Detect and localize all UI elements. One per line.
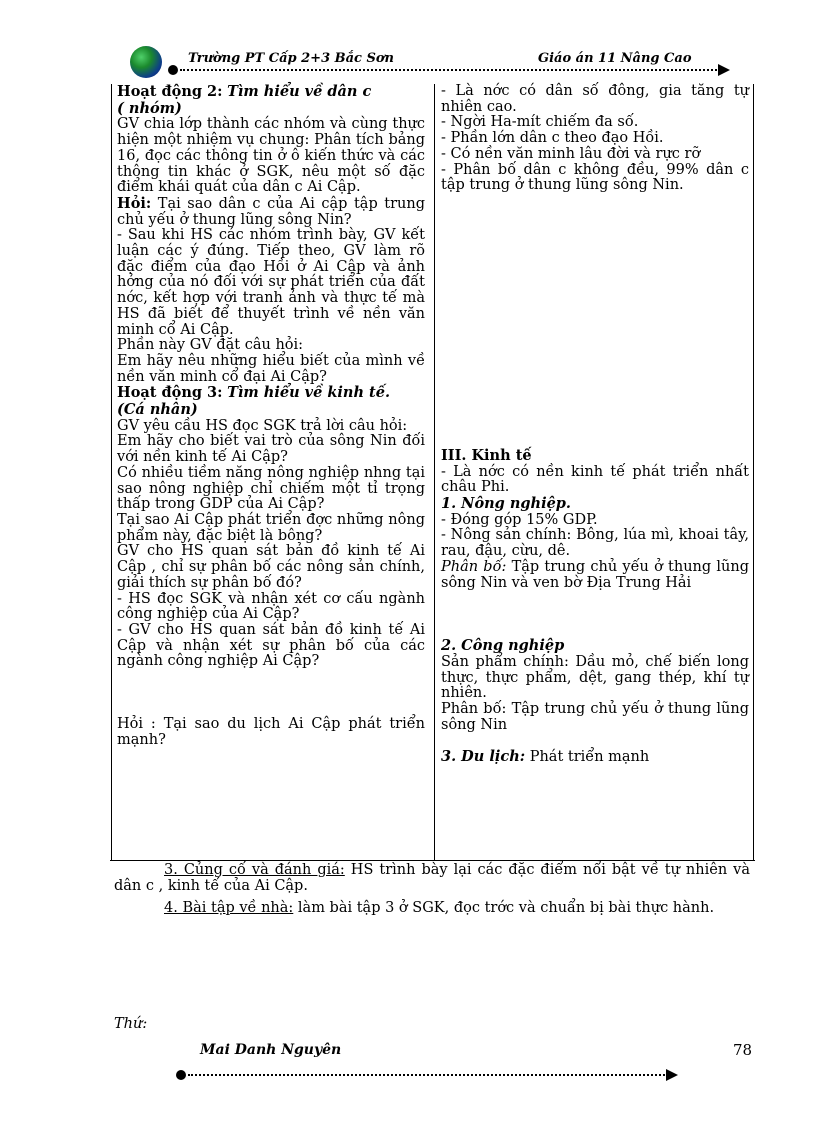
question-population: Hỏi: Tại sao dân c của Ai cập tập trung chủ yếu ở thung lũng sông Nin?	[117, 194, 425, 228]
teacher-conclusion: - Sau khi HS các nhóm trình bày, GV kết luận các ý đúng. Tiếp theo, GV làm rõ đặc điểm của đạo Hồi ở Ai Cập và ảnh hởng của nó đối với sự phát triển của đất nớc, kết hợp với tranh ảnh và thực tế mà HS đã biết để thuyết trình về nền văn minh cổ Ai Cập.	[117, 227, 425, 338]
economy-point-1: - Là nớc có nền kinh tế phát triển nhất châu Phi.	[441, 463, 749, 496]
lesson-plan-title: Giáo án 11 Nâng Cao	[538, 51, 692, 66]
question-nile-role: Em hãy cho biết vai trò của sông Nin đối với nền kinh tế Ai Cập?	[117, 433, 425, 466]
question-agriculture-gdp: Có nhiều tiềm năng nông nghiệp nhng tại sao nông nghiệp chỉ chiếm một tỉ trọng thấp trong GDP của Ai Cập?	[117, 464, 425, 513]
homework-paragraph: 4. Bài tập về nhà: làm bài tập 3 ở SGK, đọc trớc và chuẩn bị bài thực hành.	[164, 900, 715, 916]
consolidation-paragraph: 3. Củng cố và đánh giá: HS trình bày lại các đặc điểm nổi bật về tự nhiên và dân c , kinh tế của Ai Cập.	[114, 862, 750, 894]
bullet-icon	[176, 1070, 186, 1080]
population-point-1: - Là nớc có dân số đông, gia tăng tự nhiên cao.	[441, 83, 749, 115]
economy-heading: III. Kinh tế	[441, 446, 532, 464]
question-industry-structure: - HS đọc SGK và nhận xét cơ cấu ngành công nghiệp của Ai Cập?	[117, 590, 425, 623]
activity-2-mode: ( nhóm)	[117, 99, 182, 117]
bullet-icon	[168, 65, 178, 75]
teacher-activities-column	[117, 84, 425, 748]
agriculture-products: - Nông sản chính: Bông, lúa mì, khoai tây, rau, đậu, cừu, dê.	[441, 527, 749, 560]
arrow-right-icon	[666, 1069, 678, 1081]
globe-icon	[130, 46, 162, 78]
day-label: Thứ:	[114, 1016, 148, 1032]
population-point-5: - Phân bố dân c không đều, 99% dân c tập trung ở thung lũng sông Nin.	[441, 161, 749, 194]
teacher-question-intro: Phần này GV đặt câu hỏi:	[117, 337, 304, 354]
footer-dotted-line	[188, 1074, 668, 1076]
page-number: 78	[733, 1041, 753, 1059]
question-civilization: Em hãy nêu những hiểu biết của mình về nền văn minh cổ đại Ai Cập?	[117, 352, 425, 385]
activity-2-heading: Hoạt động 2: Tìm hiểu về dân c	[117, 83, 372, 100]
agriculture-gdp: - Đóng góp 15% GDP.	[441, 511, 598, 528]
page-header	[128, 44, 738, 84]
lesson-table	[111, 84, 754, 861]
agriculture-heading: 1. Nông nghiệp.	[441, 495, 571, 513]
population-point-4: - Có nền văn minh lâu đời và rực rỡ	[441, 145, 701, 162]
population-point-3: - Phần lớn dân c theo đạo Hồi.	[441, 130, 664, 147]
question-agri-map: GV cho HS quan sát bản đồ kinh tế Ai Cập , chỉ sự phân bố các nông sản chính, giải thích sự phân bố đó?	[117, 543, 425, 591]
question-cotton: Tại sao Ai Cập phát triển đợc những nông phẩm này, đặc biệt là bông?	[117, 511, 425, 544]
school-name: Trường PT Cấp 2+3 Bắc Sơn	[188, 51, 395, 66]
question-tourism: Hỏi : Tại sao du lịch Ai Cập phát triển mạnh?	[117, 716, 425, 748]
industry-heading: 2. Công nghiệp	[441, 637, 565, 655]
tourism-line: 3. Du lịch: Phát triển mạnh	[441, 748, 650, 766]
table-bottom-border	[110, 860, 755, 861]
agriculture-distribution: Phân bố: Tập trung chủ yếu ở thung lũng sông Nin và ven bờ Địa Trung Hải	[441, 558, 750, 591]
author-name: Mai Danh Nguyên	[200, 1042, 342, 1058]
activity-3-instruction: GV yêu cầu HS đọc SGK trả lời câu hỏi:	[117, 417, 408, 434]
activity-3-mode: (Cá nhân)	[117, 401, 198, 419]
header-dotted-line	[180, 69, 720, 71]
arrow-right-icon	[718, 64, 730, 76]
content-column	[441, 84, 749, 766]
activity-3-heading: Hoạt động 3: Tìm hiểu về kinh tế.	[117, 384, 391, 402]
question-industry-map: - GV cho HS quan sát bản đồ kinh tế Ai Cập và nhận xét sự phân bố của các ngành công nghiệp Ai Cập?	[117, 621, 425, 670]
column-divider	[434, 84, 435, 861]
activity-2-instruction: GV chia lớp thành các nhóm và cùng thực hiện một nhiệm vụ chung: Phân tích bảng 16, đọc các thông tin ở ô kiến thức và các thông tin khác ở SGK, nêu một số đặc điểm khái quát của dân c Ai Cập.	[117, 116, 425, 196]
population-point-2: - Ngời Ha-mít chiếm đa số.	[441, 114, 639, 131]
industry-products: Sản phẩm chính: Dầu mỏ, chế biến long thực, thực phẩm, dệt, gang thép, khí tự nhiên.	[441, 653, 749, 702]
industry-distribution: Phân bố: Tập trung chủ yếu ở thung lũng sông Nin	[441, 701, 749, 733]
